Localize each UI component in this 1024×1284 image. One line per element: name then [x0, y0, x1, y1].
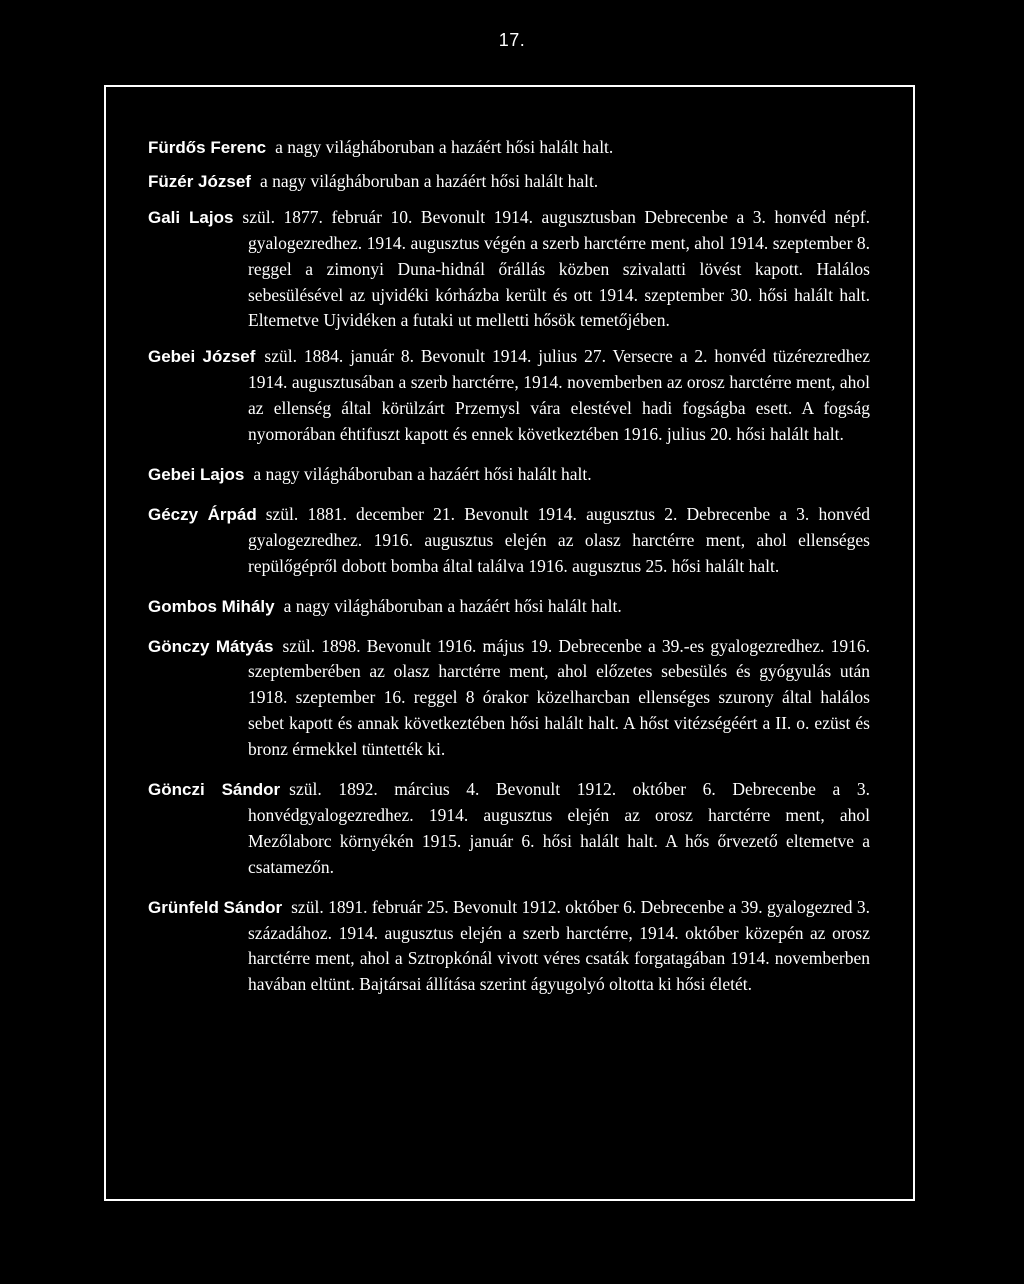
entry-name: Gönczi Sándor [148, 780, 281, 800]
entry-text: szül. 1884. január 8. Bevonult 1914. julius 27. Versecre a 2. honvéd tüzérezredhez 1914. augusztusában a szerb harctérre, 1914. novemberben az orosz harctérre ment, ahol az ellenség által körülzárt Przemysl vára elestével hadi fogságba esett. A fogság nyomorában éhtifuszt kapott és ennek következtében 1916. julius 20. hősi halált halt. [248, 346, 870, 445]
entry-name: Gönczy Mátyás [148, 636, 274, 656]
entry-name: Gebei Lajos [148, 464, 245, 484]
entry [148, 135, 870, 161]
page-number: 17. [498, 30, 526, 50]
entry [148, 169, 870, 195]
entry [148, 344, 870, 448]
entry-text: szül. 1891. február 25. Bevonult 1912. október 6. Debrecenbe a 39. gyalogezred 3. századához. 1914. augusztus elején a szerb harctérre, 1914. október közepén az orosz harctérre ment, ahol a Sztropkónál vivott véres csaták forgatagában 1914. novemberben havában eltünt. Bajtársai állítása szerint ágyugolyó oltotta ki hősi életét. [248, 896, 870, 995]
entry [148, 205, 870, 335]
entry-text: a nagy világháboruban a hazáért hősi halált halt. [253, 463, 592, 484]
entry-text: szül. 1892. március 4. Bevonult 1912. október 6. Debrecenbe a 3. honvédgyalogezredhez. 1914. augusztus elején az orosz harctérre ment, ahol Mezőlaborc környékén 1915. január 6. hősi halált halt. A hős őrvezető eltemetve a csatamezőn. [248, 779, 870, 877]
entry-list [148, 135, 870, 998]
entry [148, 502, 870, 580]
entry-text: a nagy világháboruban a hazáért hősi halált halt. [275, 137, 614, 157]
entry-name: Füzér József [148, 171, 251, 191]
entry-text: a nagy világháboruban a hazáért hősi halált halt. [259, 170, 599, 191]
entry-name: Grünfeld Sándor [148, 897, 283, 917]
entry [148, 634, 870, 764]
entry-name: Fürdős Ferenc [148, 138, 267, 157]
entry-text: szül. 1898. Bevonult 1916. május 19. Debrecenbe a 39.-es gyalogezredhez. 1916. szeptemberében az olasz harctérre ment, ahol előzetes sebesülés és gyógyulás után 1918. szeptember 16. reggel 8 órakor közelharcban ellenséges szurony által halálos sebet kapott és annak következtében hősi halált halt. A hőst vitézségéért a II. o. ezüst és bronz érmekkel tüntették ki. [248, 635, 870, 760]
entry-name: Gali Lajos [148, 207, 234, 227]
entry-text: a nagy világháboruban a hazáért hősi halált halt. [283, 595, 622, 616]
entry [148, 895, 870, 999]
entry [148, 777, 870, 881]
entry-text: szül. 1881. december 21. Bevonult 1914. augusztus 2. Debrecenbe a 3. honvéd gyalogezredhez. 1916. augusztus elején az olasz harctérre ment, ahol ellenséges repülőgépről dobott bomba által találva 1916. augusztus 25. hősi halált halt. [248, 503, 870, 576]
entry [148, 462, 870, 488]
entry-name: Gebei József [148, 347, 256, 367]
entry-name: Géczy Árpád [148, 504, 257, 524]
entry-name: Gombos Mihály [148, 596, 275, 616]
entry-text: szül. 1877. február 10. Bevonult 1914. augusztusban Debrecenbe a 3. honvéd népf. gyalogezredhez. 1914. augusztus végén a szerb harctérre ment, ahol 1914. szeptember 8. reggel a zimonyi Duna-hidnál őrállás közben szivalatti lövést kapott. Halálos sebesülésével az ujvidéki kórházba került és ott 1914. szeptember 30. hősi halált halt. Eltemetve Ujvidéken a futaki ut melletti hősök temetőjében. [242, 206, 870, 331]
page-frame [104, 85, 915, 1201]
entry [148, 594, 870, 620]
